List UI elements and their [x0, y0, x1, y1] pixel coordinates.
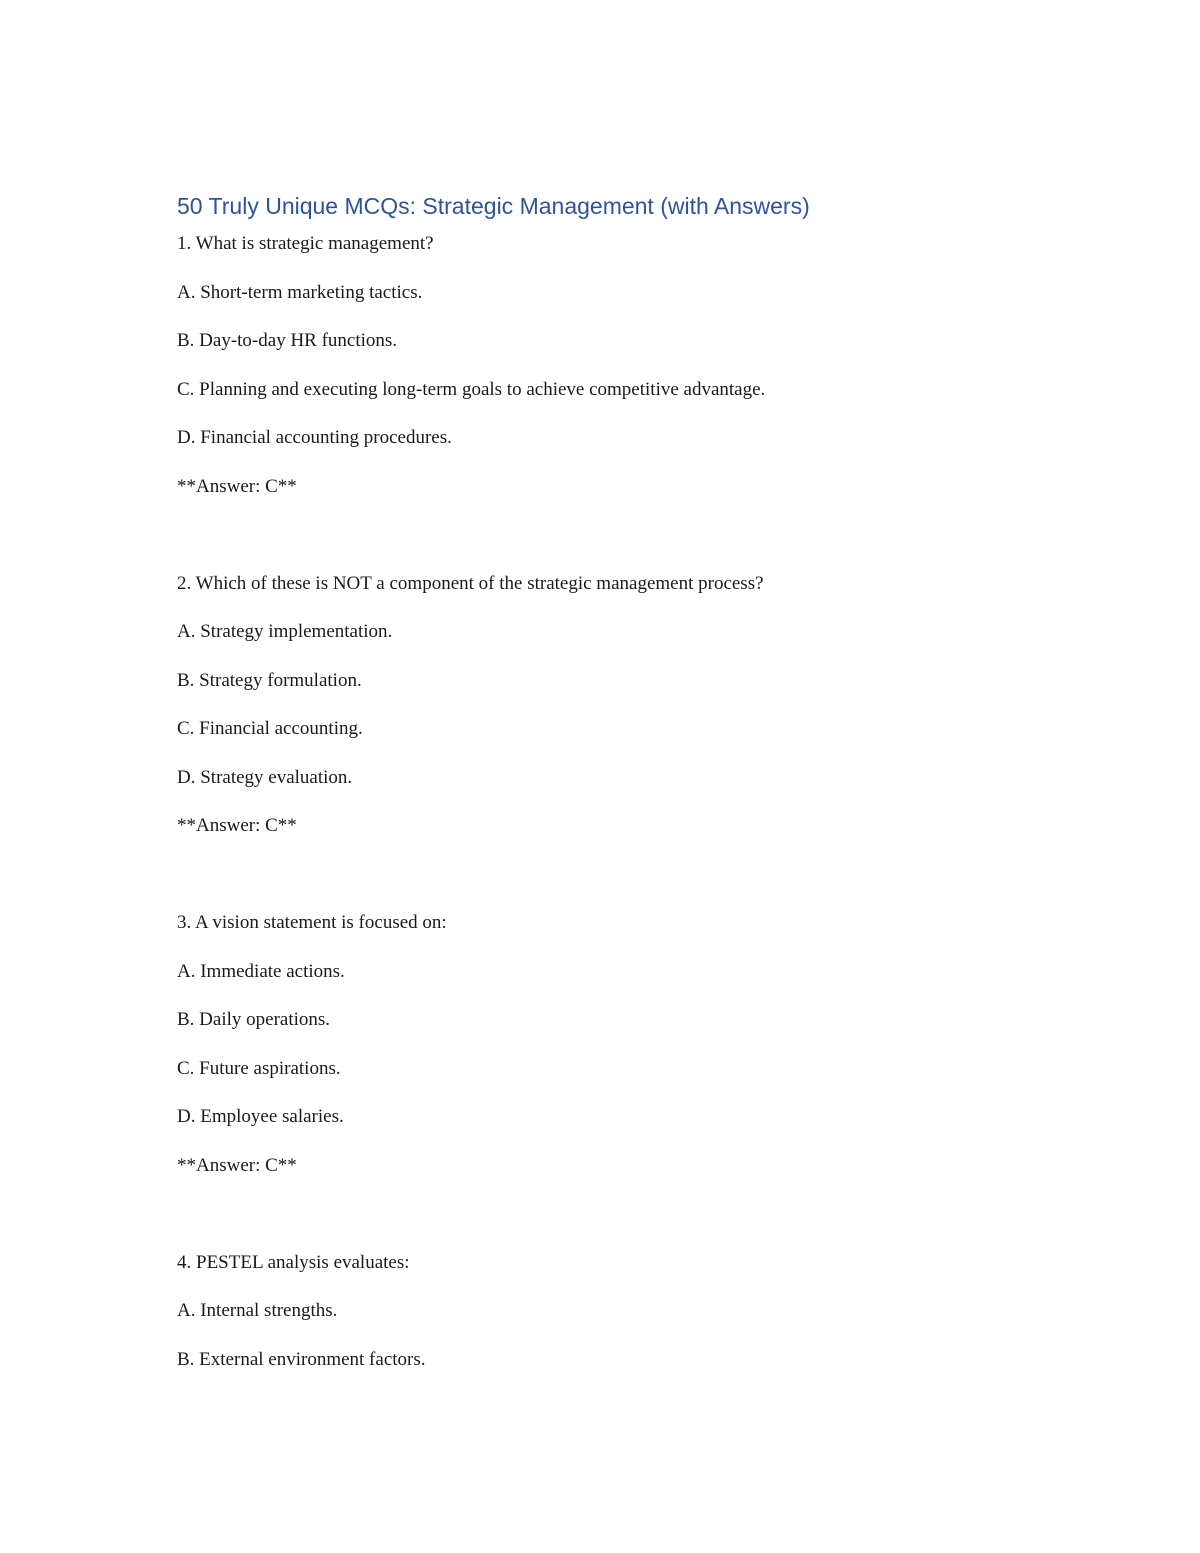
question-block: [177, 571, 1077, 911]
blank-line: [177, 1201, 1077, 1250]
question-text: 3. A vision statement is focused on:: [177, 912, 447, 933]
option-b: B. External environment factors.: [177, 1348, 426, 1370]
blank-line: [177, 522, 1077, 571]
document-title: 50 Truly Unique MCQs: Strategic Management (with Answers): [177, 193, 810, 219]
question-text: 2. Which of these is NOT a component of the strategic management process?: [177, 572, 764, 594]
option-a: A. Internal strengths.: [177, 1300, 338, 1321]
blank-line: [177, 862, 1077, 911]
option-d: D. Employee salaries.: [177, 1106, 344, 1127]
option-c: C. Financial accounting.: [177, 718, 363, 739]
answer-text: **Answer: C**: [177, 1154, 297, 1176]
option-b: B. Day-to-day HR functions.: [177, 330, 398, 351]
document-content: [177, 189, 1077, 1395]
question-block: [177, 231, 1077, 571]
option-c: C. Future aspirations.: [177, 1057, 341, 1079]
question-block: [177, 1250, 1077, 1396]
option-a: A. Immediate actions.: [177, 960, 345, 982]
option-a: A. Strategy implementation.: [177, 621, 393, 642]
option-a: A. Short-term marketing tactics.: [177, 281, 423, 303]
question-text: 4. PESTEL analysis evaluates:: [177, 1251, 410, 1273]
answer-text: **Answer: C**: [177, 815, 297, 836]
option-d: D. Financial accounting procedures.: [177, 427, 452, 448]
question-text: 1. What is strategic management?: [177, 233, 434, 254]
answer-text: **Answer: C**: [177, 475, 297, 497]
option-b: B. Daily operations.: [177, 1009, 331, 1030]
option-b: B. Strategy formulation.: [177, 669, 362, 691]
option-c: C. Planning and executing long-term goals to achieve competitive advantage.: [177, 378, 766, 400]
option-d: D. Strategy evaluation.: [177, 766, 353, 788]
question-block: [177, 910, 1077, 1250]
